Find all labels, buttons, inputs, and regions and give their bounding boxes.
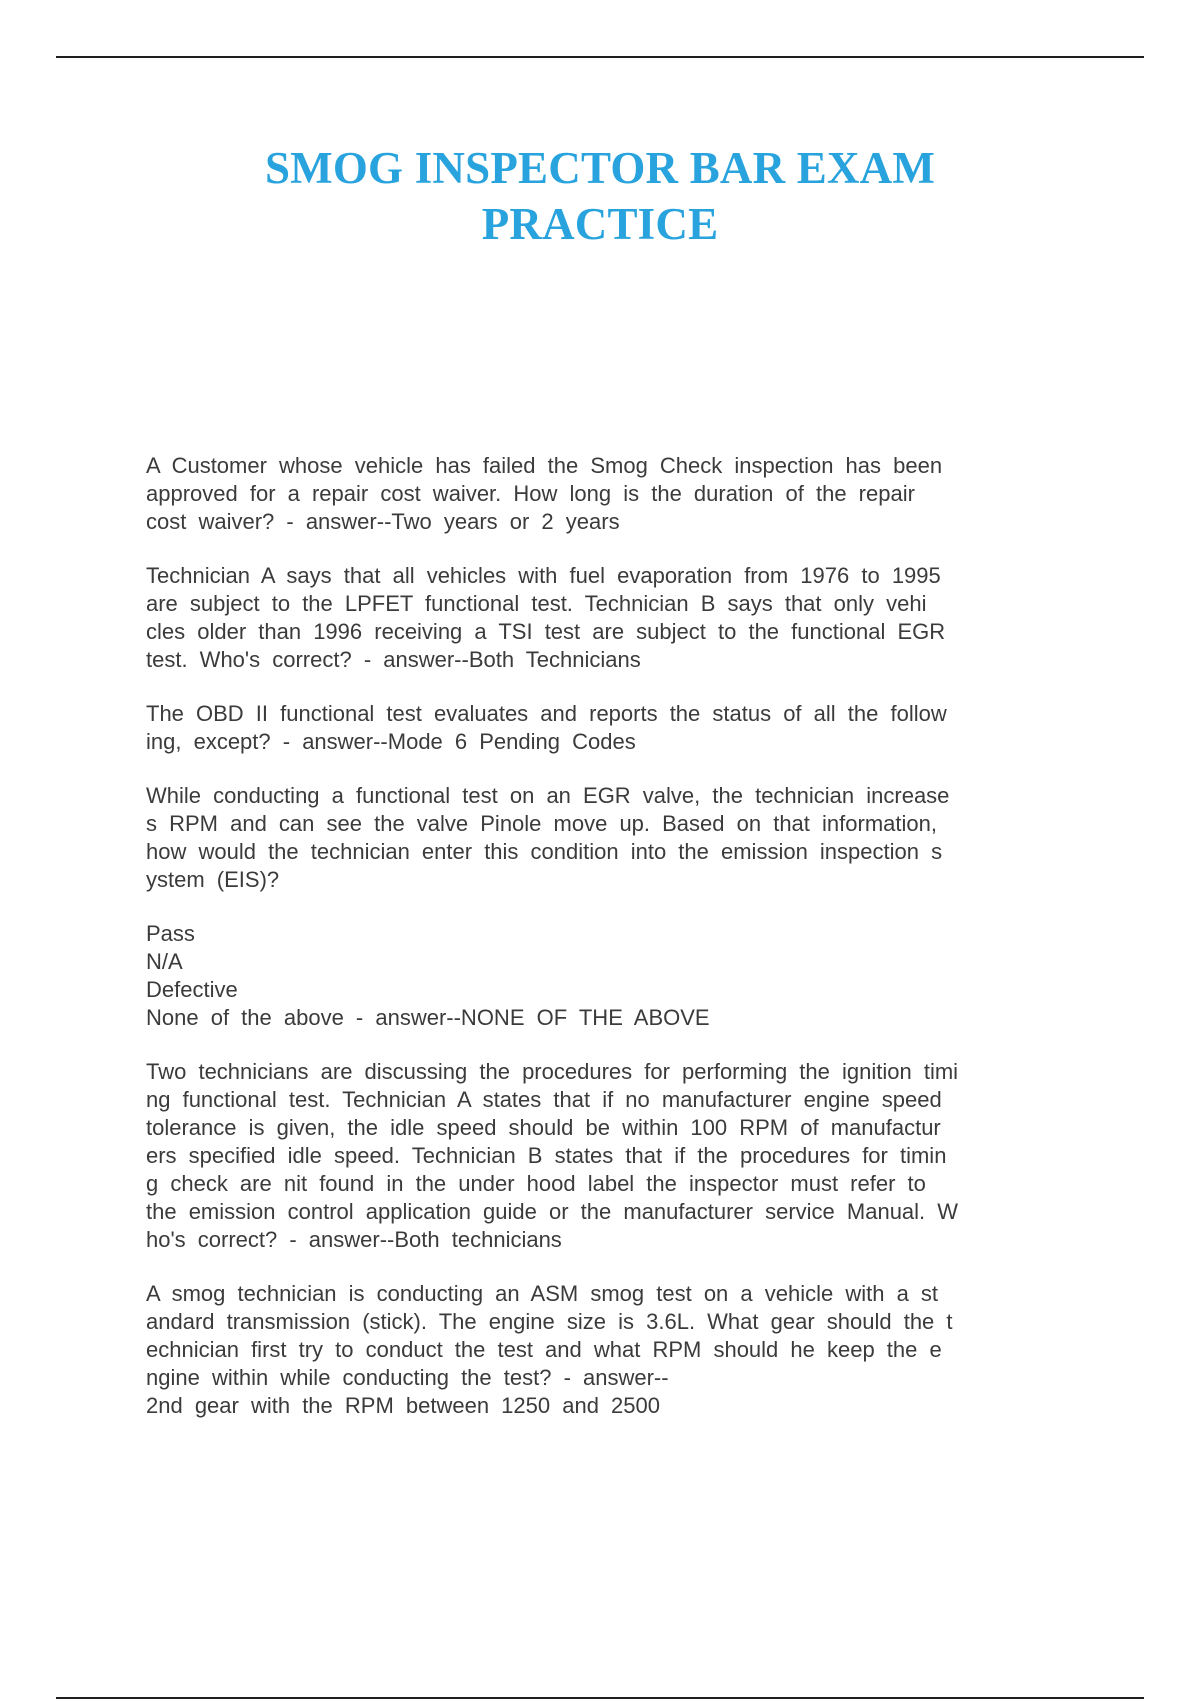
text-line: A smog technician is conducting an ASM smog test on a vehicle with a st [146, 1281, 939, 1306]
text-line: cost waiver? - answer--Two years or 2 years [146, 509, 620, 534]
title-line-1: SMOG INSPECTOR BAR EXAM [264, 143, 936, 193]
text-line: s RPM and can see the valve Pinole move up. Based on that information, [146, 811, 937, 836]
text-line: ho's correct? - answer--Both technicians [146, 1227, 562, 1252]
answer-options [146, 920, 1086, 1032]
question-block-2 [146, 562, 1086, 674]
text-line: g check are nit found in the under hood label the inspector must refer to [146, 1171, 926, 1196]
option-line: N/A [146, 949, 183, 974]
text-line: tolerance is given, the idle speed should be within 100 RPM of manufactur [146, 1115, 941, 1140]
bottom-rule [56, 1697, 1144, 1699]
question-block-6 [146, 1280, 1086, 1420]
text-line: cles older than 1996 receiving a TSI test are subject to the functional EGR [146, 619, 946, 644]
document-body [146, 452, 1086, 1446]
option-line: Pass [146, 921, 195, 946]
text-line: ystem (EIS)? [146, 867, 280, 892]
text-line: The OBD II functional test evaluates and reports the status of all the follow [146, 701, 947, 726]
question-block-3 [146, 700, 1086, 756]
text-line: echnician first try to conduct the test and what RPM should he keep the e [146, 1337, 942, 1362]
text-line: ing, except? - answer--Mode 6 Pending Codes [146, 729, 636, 754]
option-line: Defective [146, 977, 238, 1002]
document-title [0, 140, 1200, 252]
text-line: how would the technician enter this condition into the emission inspection s [146, 839, 943, 864]
title-line-2: PRACTICE [481, 199, 719, 249]
question-block-4 [146, 782, 1086, 894]
text-line: Technician A says that all vehicles with fuel evaporation from 1976 to 1995 [146, 563, 941, 588]
text-line: A Customer whose vehicle has failed the Smog Check inspection has been [146, 453, 943, 478]
text-line: approved for a repair cost waiver. How long is the duration of the repair [146, 481, 915, 506]
text-line: ng functional test. Technician A states that if no manufacturer engine speed [146, 1087, 942, 1112]
option-line: None of the above - answer--NONE OF THE ABOVE [146, 1005, 710, 1030]
text-line: test. Who's correct? - answer--Both Technicians [146, 647, 641, 672]
text-line: Two technicians are discussing the procedures for performing the ignition timi [146, 1059, 959, 1084]
text-line: are subject to the LPFET functional test. Technician B says that only vehi [146, 591, 927, 616]
text-line: ers specified idle speed. Technician B states that if the procedures for timin [146, 1143, 947, 1168]
text-line: 2nd gear with the RPM between 1250 and 2500 [146, 1393, 660, 1418]
text-line: andard transmission (stick). The engine size is 3.6L. What gear should the t [146, 1309, 953, 1334]
text-line: While conducting a functional test on an EGR valve, the technician increase [146, 783, 950, 808]
text-line: the emission control application guide or the manufacturer service Manual. W [146, 1199, 959, 1224]
text-line: ngine within while conducting the test? - answer-- [146, 1365, 669, 1390]
question-block-1 [146, 452, 1086, 536]
top-rule [56, 56, 1144, 58]
question-block-5 [146, 1058, 1086, 1254]
